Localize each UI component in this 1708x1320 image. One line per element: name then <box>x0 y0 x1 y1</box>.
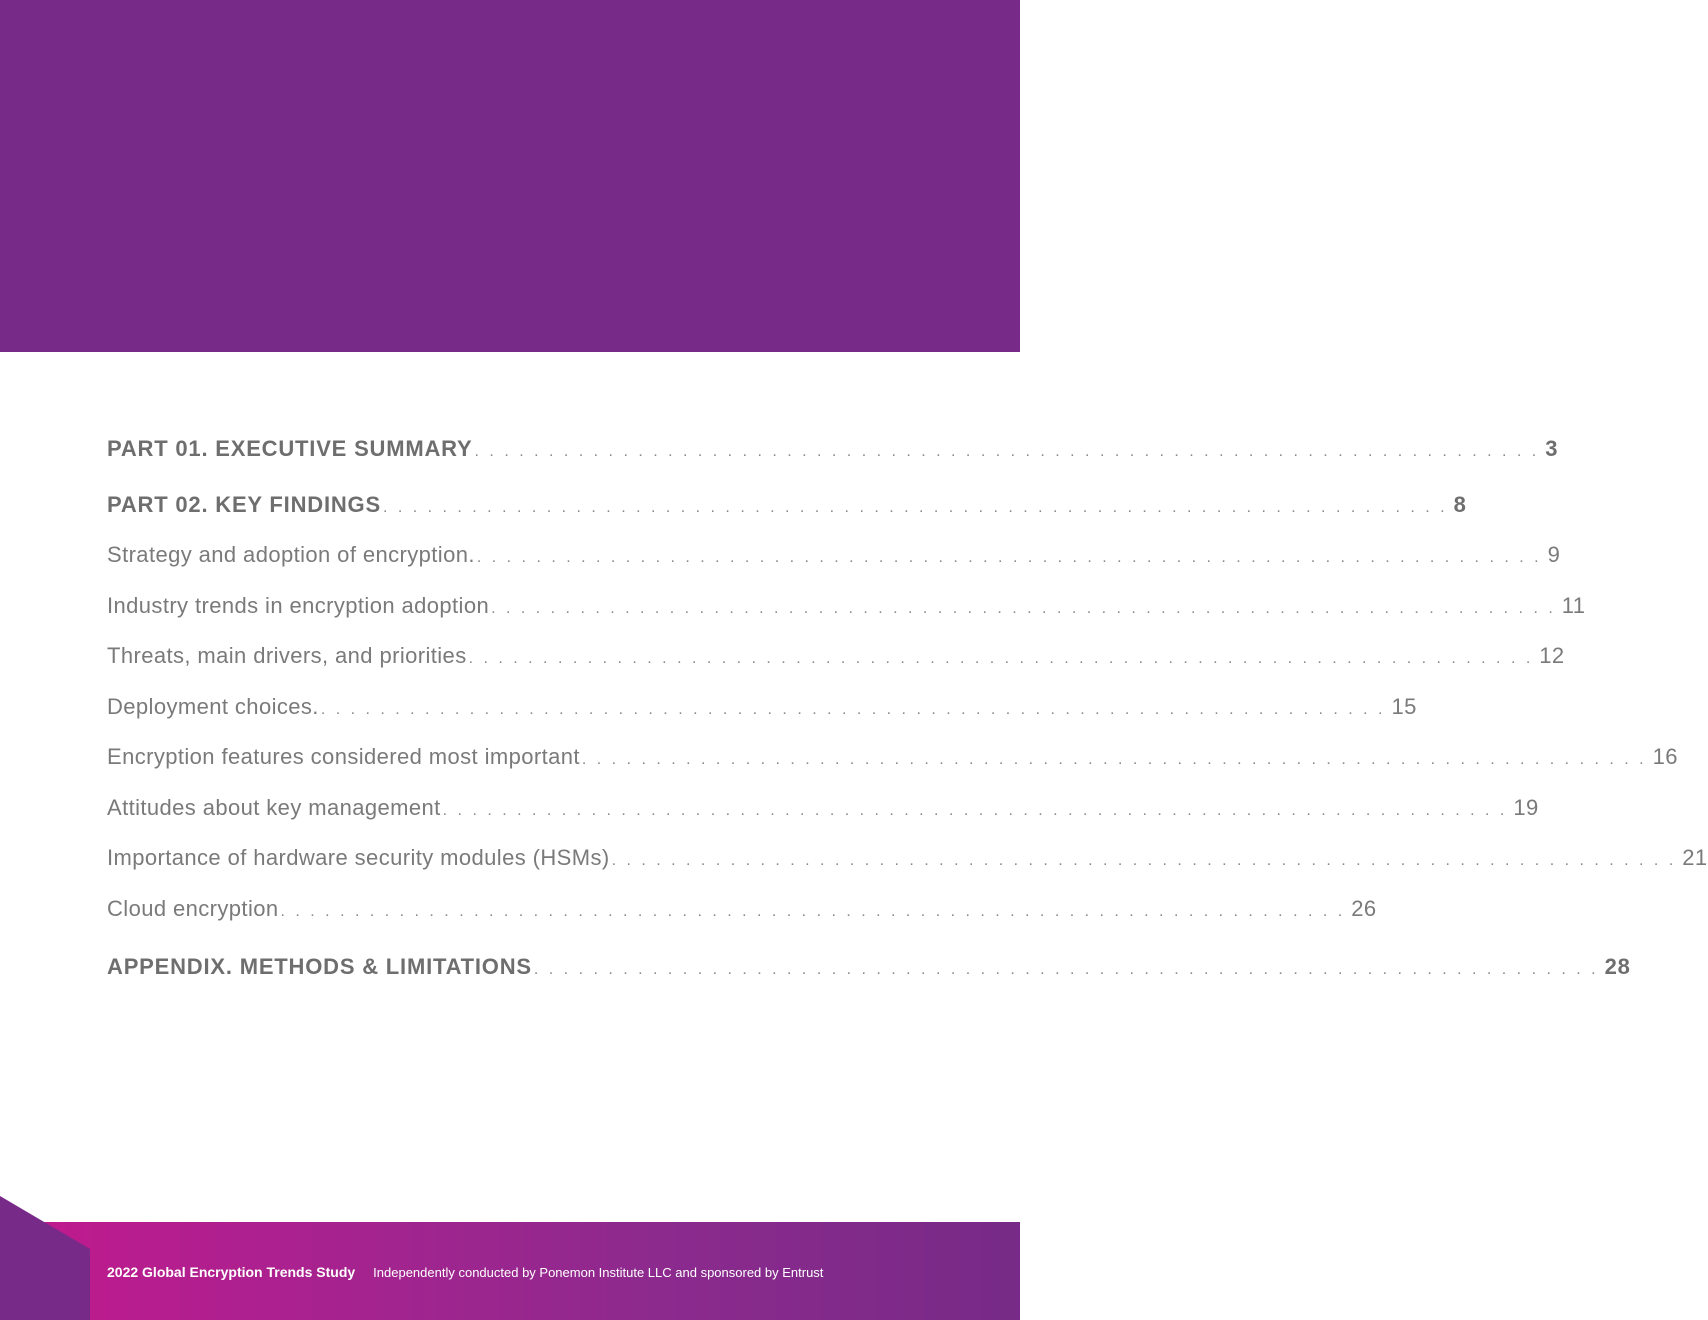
toc-dot-leader: . . . . . . . . . . . . . . . . . . . . . . . . . . . . . . . . . . . . . . . . . . . . . . . . . . . . . . . . . . . . . . . . . . . . . . . . <box>476 549 1542 566</box>
toc-page-number: 9 <box>1547 542 1561 567</box>
toc-entry-key-findings[interactable] <box>107 492 1467 526</box>
toc-entry-executive-summary[interactable] <box>107 436 1559 470</box>
toc-entry-strategy-adoption[interactable] <box>107 542 1561 576</box>
toc-entry-label: PART 01. EXECUTIVE SUMMARY <box>107 436 473 461</box>
toc-entry-label: Strategy and adoption of encryption. <box>107 542 475 567</box>
toc-page-number: 11 <box>1561 593 1586 618</box>
toc-dot-leader: . . . . . . . . . . . . . . . . . . . . . . . . . . . . . . . . . . . . . . . . . . . . . . . . . . . . . . . . . . . . . . . . . . . . . . . . <box>320 701 1386 718</box>
header-band <box>0 0 1020 352</box>
toc-page-number: 19 <box>1513 795 1539 820</box>
toc-dot-leader: . . . . . . . . . . . . . . . . . . . . . . . . . . . . . . . . . . . . . . . . . . . . . . . . . . . . . . . . . . . . . . . . . . . . . . . . <box>382 499 1448 516</box>
toc-dot-leader: . . . . . . . . . . . . . . . . . . . . . . . . . . . . . . . . . . . . . . . . . . . . . . . . . . . . . . . . . . . . . . . . . . . . . . . . <box>533 961 1599 978</box>
toc-dot-leader: . . . . . . . . . . . . . . . . . . . . . . . . . . . . . . . . . . . . . . . . . . . . . . . . . . . . . . . . . . . . . . . . . . . . . . . . <box>280 903 1346 920</box>
toc-page-number: 28 <box>1604 954 1631 979</box>
toc-entry-label: Importance of hardware security modules (HSMs) <box>107 845 610 870</box>
toc-entry-label: Attitudes about key management <box>107 795 441 820</box>
toc-entry-appendix[interactable] <box>107 954 1631 988</box>
footer-text <box>107 1264 823 1284</box>
toc-entry-encryption-features[interactable] <box>107 744 1678 778</box>
toc-dot-leader: . . . . . . . . . . . . . . . . . . . . . . . . . . . . . . . . . . . . . . . . . . . . . . . . . . . . . . . . . . . . . . . . . . . . . . . . <box>442 802 1508 819</box>
toc-entry-label: Cloud encryption <box>107 896 279 921</box>
toc-entry-threats-drivers[interactable] <box>107 643 1565 677</box>
toc-page-number: 12 <box>1539 643 1565 668</box>
footer-credit: Independently conducted by Ponemon Institute LLC and sponsored by Entrust <box>373 1265 824 1280</box>
toc-entry-deployment-choices[interactable] <box>107 694 1417 728</box>
toc-entry-label: PART 02. KEY FINDINGS <box>107 492 381 517</box>
toc-page-number: 8 <box>1453 492 1467 517</box>
toc-page-number: 26 <box>1351 896 1377 921</box>
toc-dot-leader: . . . . . . . . . . . . . . . . . . . . . . . . . . . . . . . . . . . . . . . . . . . . . . . . . . . . . . . . . . . . . . . . . . . . . . . . <box>581 751 1647 768</box>
footer-title: 2022 Global Encryption Trends Study <box>107 1264 356 1280</box>
toc-entry-key-management[interactable] <box>107 795 1539 829</box>
toc-page-number: 15 <box>1391 694 1417 719</box>
toc-dot-leader: . . . . . . . . . . . . . . . . . . . . . . . . . . . . . . . . . . . . . . . . . . . . . . . . . . . . . . . . . . . . . . . . . . . . . . . . <box>611 852 1677 869</box>
toc-dot-leader: . . . . . . . . . . . . . . . . . . . . . . . . . . . . . . . . . . . . . . . . . . . . . . . . . . . . . . . . . . . . . . . . . . . . . . . . <box>474 443 1540 460</box>
toc-entry-cloud-encryption[interactable] <box>107 896 1377 930</box>
toc-dot-leader: . . . . . . . . . . . . . . . . . . . . . . . . . . . . . . . . . . . . . . . . . . . . . . . . . . . . . . . . . . . . . . . . . . . . . . . . <box>491 600 1556 617</box>
toc-entry-label: Deployment choices. <box>107 694 319 719</box>
toc-entry-label: APPENDIX. METHODS & LIMITATIONS <box>107 954 532 979</box>
toc-page-number: 3 <box>1545 436 1559 461</box>
corner-shape <box>0 1196 90 1320</box>
toc-entry-label: Industry trends in encryption adoption <box>107 593 490 618</box>
toc-entry-industry-trends[interactable] <box>107 593 1586 627</box>
toc-entry-hsms[interactable] <box>107 845 1708 879</box>
toc-entry-label: Encryption features considered most important <box>107 744 580 769</box>
toc-page-number: 21 <box>1682 845 1708 870</box>
toc-dot-leader: . . . . . . . . . . . . . . . . . . . . . . . . . . . . . . . . . . . . . . . . . . . . . . . . . . . . . . . . . . . . . . . . . . . . . . . . <box>468 650 1534 667</box>
toc-page-number: 16 <box>1652 744 1678 769</box>
toc-entry-label: Threats, main drivers, and priorities <box>107 643 467 668</box>
